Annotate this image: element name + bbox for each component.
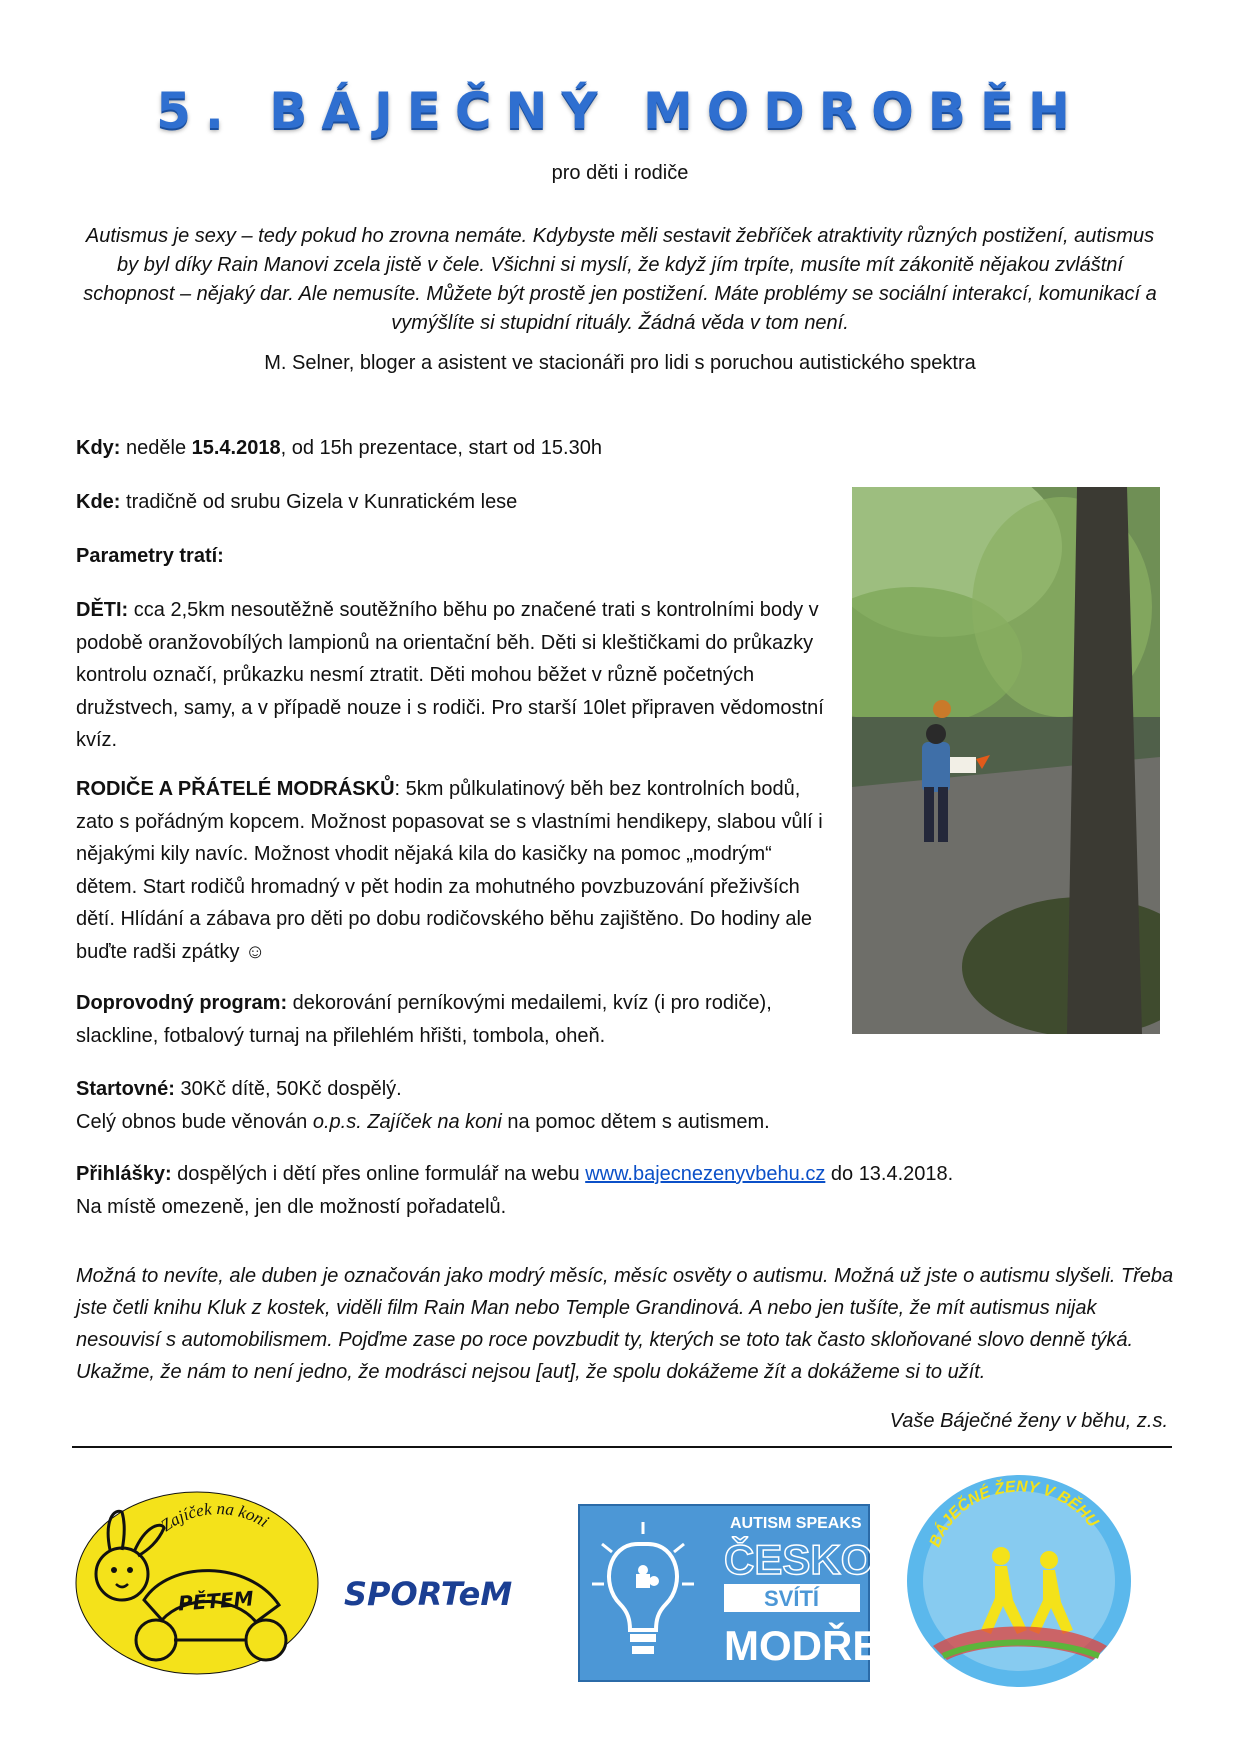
- parents-label: RODIČE A PŘÁTELÉ MODRÁSKŮ: [76, 778, 395, 800]
- when-label: Kdy:: [76, 437, 121, 459]
- where-paragraph: [76, 486, 828, 519]
- sportem-text: SPORTeM: [344, 1575, 513, 1613]
- program-text: dekorování perníkovými medailemi, kvíz (i pro rodiče), slackline, fotbalový turnaj na přilehlém hřišti, tombola, oheň.: [76, 992, 772, 1047]
- page-title: 5. BÁJEČNÝ MODROBĚH: [156, 82, 1084, 140]
- kids-paragraph: [76, 594, 828, 757]
- zeny-arc-text: BÁJEČNÉ ŽENY V BĚHU: [926, 1478, 1102, 1550]
- signature: Vaše Báječné ženy v běhu, z.s.: [889, 1410, 1168, 1432]
- when-paragraph: [76, 432, 1176, 465]
- when-date: 15.4.2018: [191, 437, 281, 459]
- registration-note: Na místě omezeně, jen dle možností pořadatelů.: [76, 1195, 507, 1218]
- registration-paragraph: Přihlášky: dospělých i dětí přes online formulář na webu www.bajecnezenyvbehu.cz do 13.4.2018. Na místě omezeně, jen dle možností pořadatelů.: [76, 1163, 954, 1218]
- when-post: , od 15h prezentace, start od 15.30h: [280, 437, 602, 459]
- divider: [72, 1446, 1172, 1448]
- page-subtitle: pro děti i rodiče: [551, 162, 689, 184]
- kids-text: cca 2,5km nesoutěžně soutěžního běhu po značené trati s kontrolními body v podobě oranžovobílých lampionů na orientační běh. Děti si kleštičkami do průkazky kontrolu označí, průkazku nesmí ztratit. Děti mohou běžet v různě početných družstvech, samy, a v případě nouze i s rodiči. Pro starší 10let připraven vědomostní kvíz.: [76, 599, 824, 751]
- autism-sviti-text: SVÍTÍ: [764, 1586, 820, 1611]
- kids-label: DĚTI:: [76, 599, 129, 621]
- fee-label: Startovné:: [76, 1078, 175, 1100]
- program-label: Doprovodný program:: [76, 992, 288, 1014]
- parents-paragraph: [76, 773, 828, 968]
- where-text: tradičně od srubu Gizela v Kunratickém lese: [120, 491, 518, 513]
- closing-paragraph: Možná to nevíte, ale duben je označován jako modrý měsíc, měsíc osvěty o autismu. Možná už jste o autismu slyšeli. Třeba jste četli knihu Kluk z kostek, viděli film Rain Man nebo Temple Grandinová. A nebo jen tušíte, že mít autismus nijak nesouvisí s automobilismem. Pojďme zase po roce povzbudit ty, kterých se toto tak často skloňované slovo denně týká. Ukažme, že nám to není jedno, že modrásci nejsou [aut], že spolu dokážeme žít a dokážeme si to užít.: [76, 1265, 1174, 1383]
- program-paragraph: [76, 987, 828, 1052]
- when-pre: neděle: [120, 437, 192, 459]
- fee-text: 30Kč dítě, 50Kč dospělý.: [174, 1078, 402, 1100]
- zajicek-logo: [74, 1490, 320, 1676]
- zajicek-band-text: PĚTEM: [177, 1586, 255, 1616]
- registration-label: Přihlášky:: [76, 1163, 172, 1185]
- event-photo: [852, 487, 1160, 1034]
- bajecne-zeny-logo: [903, 1470, 1135, 1692]
- zajicek-arc-text: Zajíček na koni: [157, 1499, 273, 1536]
- quote-author: M. Selner, bloger a asistent ve stacionáři pro lidi s poruchou autistického spektra: [264, 352, 976, 374]
- registration-link[interactable]: www.bajecnezenyvbehu.cz: [585, 1163, 826, 1185]
- fee-paragraph: Startovné: 30Kč dítě, 50Kč dospělý. Celý obnos bude věnován o.p.s. Zajíček na koni na pomoc dětem s autismem.: [76, 1078, 770, 1133]
- autism-top-text: AUTISM SPEAKS: [730, 1515, 862, 1532]
- tracks-heading: Parametry tratí:: [76, 545, 224, 567]
- autism-speaks-logo: [578, 1504, 870, 1682]
- sportem-logo: [340, 1567, 550, 1617]
- where-label: Kde:: [76, 491, 121, 513]
- fee-organization: o.p.s. Zajíček na koni: [312, 1110, 502, 1133]
- autism-modre-text: MODŘE: [724, 1622, 870, 1669]
- parents-text: : 5km půlkulatinový běh bez kontrolních bodů, zato s pořádným kopcem. Možnost popasovat se s vlastními hendikepy, slabou vůlí i nějakými kily navíc. Možnost vhodit nějaká kila do kasičky na pomoc „modrým“ dětem. Start rodičů hromadný v pět hodin za mohutného povzbuzování přeživších dětí. Hlídání a zábava pro děti po dobu rodičovského běhu zajištěno. Do hodiny ale buďte radši zpátky ☺: [76, 778, 823, 963]
- autism-cesko-text: ČESKO: [724, 1536, 870, 1583]
- quote-text: Autismus je sexy – tedy pokud ho zrovna nemáte. Kdybyste měli sestavit žebříček atraktivity různých postižení, autismus by byl díky Rain Manovi zcela jistě v čele. Všichni si myslí, že když jím trpíte, musíte mít zákonitě nějakou zvláštní schopnost – nějaký dar. Ale nemusíte. Můžete být prostě jen postižení. Máte problémy se sociální interakcí, komunikací a vymýšlíte si stupidní rituály. Žádná věda v tom není.: [83, 225, 1157, 334]
